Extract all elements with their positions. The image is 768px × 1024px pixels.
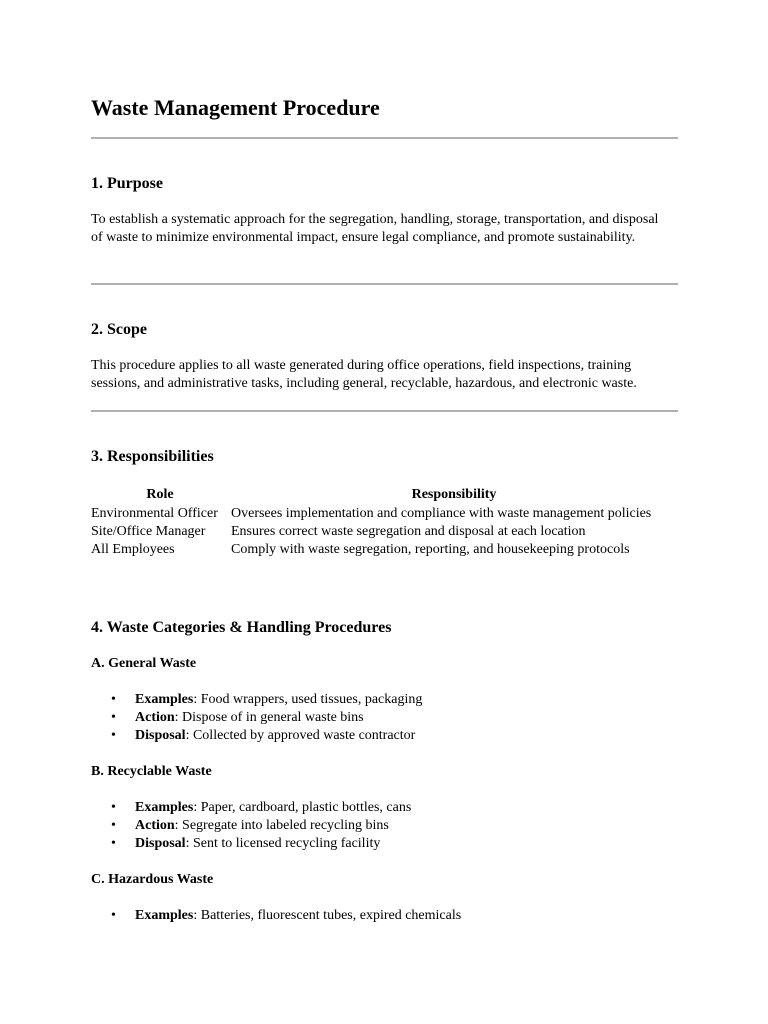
bullet: •	[111, 908, 116, 923]
table-row	[90, 505, 678, 523]
item-label: Examples	[135, 800, 194, 815]
bullet: •	[111, 692, 116, 707]
table-row	[90, 541, 678, 559]
list-item	[91, 799, 691, 817]
responsibilities-table	[90, 485, 678, 559]
item-label: Action	[135, 818, 175, 833]
item-text: : Collected by approved waste contractor	[185, 728, 416, 743]
categories-heading: 4. Waste Categories & Handling Procedures	[91, 619, 392, 636]
bullet: •	[111, 818, 116, 833]
role-cell: Site/Office Manager	[91, 524, 206, 539]
item-text: : Dispose of in general waste bins	[174, 710, 364, 725]
general-waste-heading: A. General Waste	[91, 656, 197, 671]
bullet: •	[111, 728, 116, 743]
item-text: : Sent to licensed recycling facility	[185, 836, 381, 851]
role-cell: All Employees	[91, 542, 175, 557]
hazardous-waste-list	[91, 907, 691, 925]
responsibilities-heading: 3. Responsibilities	[91, 448, 214, 465]
table-header-row	[90, 485, 678, 505]
column-header-responsibility: Responsibility	[411, 487, 497, 502]
item-text: : Food wrappers, used tissues, packaging	[193, 692, 423, 707]
item-label: Disposal	[135, 728, 186, 743]
table-row	[90, 523, 678, 541]
bullet: •	[111, 836, 116, 851]
list-item	[91, 727, 691, 745]
item-text: : Batteries, fluorescent tubes, expired chemicals	[193, 908, 462, 923]
list-item	[91, 709, 691, 727]
bullet: •	[111, 710, 116, 725]
item-text: : Segregate into labeled recycling bins	[174, 818, 389, 833]
recyclable-waste-heading: B. Recyclable Waste	[91, 764, 212, 779]
recyclable-waste-list	[91, 799, 691, 853]
hazardous-waste-heading: C. Hazardous Waste	[91, 872, 214, 887]
responsibility-cell: Ensures correct waste segregation and disposal at each location	[231, 524, 586, 539]
list-item	[91, 691, 691, 709]
item-label: Disposal	[135, 836, 186, 851]
list-item	[91, 835, 691, 853]
item-text: : Paper, cardboard, plastic bottles, cans	[193, 800, 412, 815]
purpose-heading: 1. Purpose	[91, 175, 163, 192]
divider	[91, 283, 678, 285]
item-label: Examples	[135, 908, 194, 923]
list-item	[91, 907, 691, 925]
item-label: Examples	[135, 692, 194, 707]
general-waste-list	[91, 691, 691, 745]
scope-heading: 2. Scope	[91, 321, 147, 338]
responsibility-cell: Oversees implementation and compliance with waste management policies	[231, 506, 652, 521]
purpose-text: To establish a systematic approach for the segregation, handling, storage, transportation, and disposal of waste to minimize environmental impact, ensure legal compliance, and promote sustainability.	[91, 212, 659, 245]
column-header-role: Role	[146, 487, 174, 502]
page-title: Waste Management Procedure	[91, 95, 380, 120]
list-item	[91, 817, 691, 835]
item-label: Action	[135, 710, 175, 725]
bullet: •	[111, 800, 116, 815]
responsibility-cell: Comply with waste segregation, reporting, and housekeeping protocols	[231, 542, 630, 557]
scope-text: This procedure applies to all waste generated during office operations, field inspections, training sessions, and administrative tasks, including general, recyclable, hazardous, and electronic waste.	[91, 358, 637, 391]
divider	[91, 410, 678, 412]
role-cell: Environmental Officer	[91, 506, 218, 521]
divider	[91, 137, 678, 139]
